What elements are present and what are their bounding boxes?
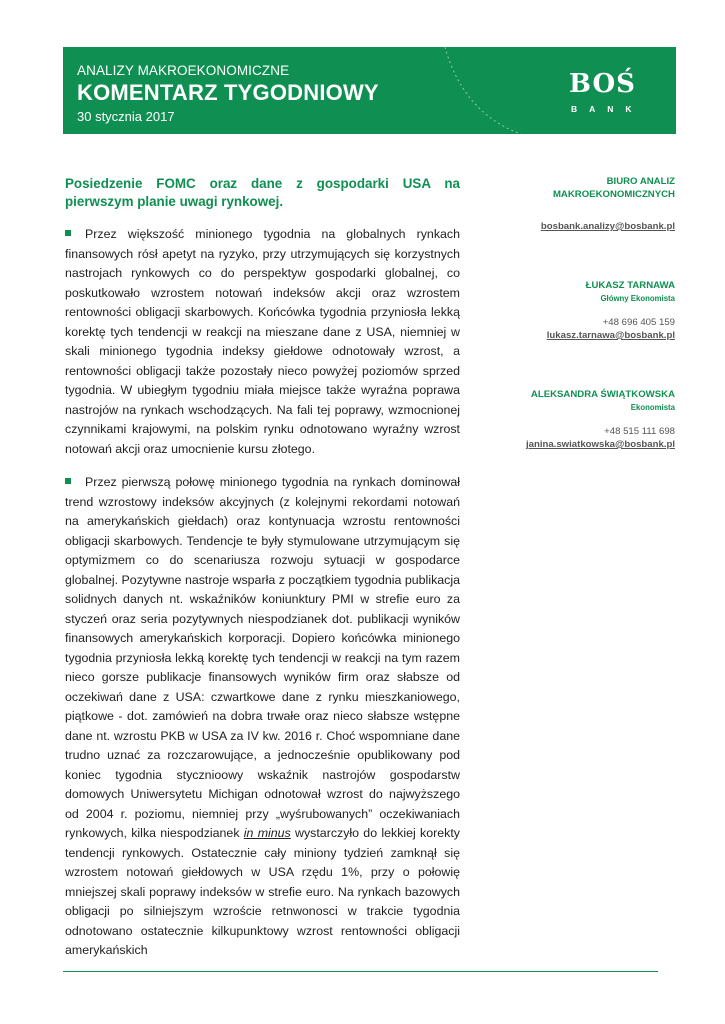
report-date: 30 stycznia 2017 [77, 109, 175, 124]
department-name-line1: BIURO ANALIZ [606, 176, 675, 187]
contact-phone: +48 696 405 159 [602, 317, 675, 328]
bullet-icon [65, 478, 71, 484]
contact-phone: +48 515 111 698 [604, 426, 675, 437]
paragraph-2-text-b: wystarczyło do lekkiej korekty tendencji rynkowych. Ostatecznie cały miniony tydzień zamknął się wzrostem notowań giełdowych w USA rzędu 1%, przy o połowię mniejszej skali poprawy indeksów w strefie euro. Na rynkach bazowych obligacji po silniejszym wzroście retnwonosci w trakcie tygodnia odnotowano ostatecznie kilkupunktowy wzrost rentowności obligacji amerykańskich [65, 826, 460, 957]
report-title: KOMENTARZ TYGODNIOWY [77, 80, 379, 105]
decorative-curve [443, 47, 523, 134]
paragraph-2-text-a: Przez pierwszą połowę minionego tygodnia na rynkach dominował trend wzrostowy indeksów akcyjnych (z kolejnymi rekordami notowań na amerykańskich giełdach) oraz kontynuacja wzrostu rentowności obligacji skarbowych. Tendencje te były stymulowane utrzymującym się optymizmem co do scenariusza rozwoju sytuacji w gospodarce globalnej. Pozytywne nastroje wsparła z początkiem tygodnia publikacja solidnych danych nt. wskaźników koniunktury PMI w strefie euro za styczeń oraz seria pozytywnych niespodzianek dot. publikacji wyników finansowych amerykańskich korporacji. Dopiero końcówka minionego tygodnia przyniosła lekką korektę tych tendencji w reakcji na tym razem nieco gorsze publikacje finansowych wyników firm oraz słabsze od oczekiwań dane z USA: czwartkowe dane z rynku mieszkaniowego, piątkowe - dot. zamówień na dobra trwałe oraz nieco słabsze wstępne dane nt. wzrostu PKB w USA za IV kw. 2016 r. Choć wspomniane dane trudno uznać za rozczarowujące, a jednocześnie opublikowany pod koniec tygodnia stycznioowy wskaźnik nastrojów gospodarstw domowych Uniwersytetu Michigan odnotował wzrost do najwyższego od 2004 r. poziomu, niemniej przy „wyśrubowanych” oczekiwaniach rynkowych, kilka niespodzianek [65, 475, 460, 840]
contact-card [480, 280, 675, 341]
paragraph-1-text: Przez większość minionego tygodnia na globalnych rynkach finansowych rósł apetyt na ryzyko, przy utrzymujących się korzystnych nastrojach rynkowych co do perspektyw gospodarki globalnej, co poskutkowało wzrostem notowań indeksów akcji oraz wzrostem rentowności obligacji skarbowych. Końcówka tygodnia przyniosła lekką korektę tych tendencji w reakcji na mieszane dane z USA, niemniej w skali minionego tygodnia indeksy giełdowe odnotowały wzrost, a rentowności obligacji także pozostały nieco powyżej poziomów sprzed tygodnia. W ubiegłym tygodniu miała miejsce także wyraźna poprawa nastrojów na rynkach wschodzących. Na fali tej poprawy, wzmocnionej czynnikami krajowymi, na polskim rynku odnotowano wyraźny wzrost notowań akcji oraz umocnienie kursu złotego. [65, 227, 460, 456]
contact-card [480, 389, 675, 450]
bullet-icon [65, 230, 71, 236]
logo-subtext: BANK [571, 104, 644, 114]
contact-email-link[interactable]: janina.swiatkowska@bosbank.pl [525, 439, 675, 450]
logo-mark: BOŚ [569, 69, 636, 99]
department-email-link[interactable]: bosbank.analizy@bosbank.pl [540, 221, 675, 232]
report-series: ANALIZY MAKROEKONOMICZNE [77, 63, 290, 78]
contact-name: ŁUKASZ TARNAWA [585, 280, 675, 291]
contact-name: ALEKSANDRA ŚWIĄTKOWSKA [530, 389, 675, 400]
bos-bank-logo [563, 69, 643, 119]
article-headline: Posiedzenie FOMC oraz dane z gospodarki USA na pierwszym planie uwagi rynkowej. [65, 176, 460, 209]
article [65, 175, 460, 975]
paragraph-2 [65, 473, 460, 961]
paragraph-1 [65, 225, 460, 459]
paragraph-2-emphasis: in minus [243, 826, 291, 840]
contact-email-link[interactable]: lukasz.tarnawa@bosbank.pl [546, 330, 675, 341]
contact-sidebar [480, 175, 675, 450]
report-header [63, 47, 676, 134]
department-name-line2: MAKROEKONOMICZNYCH [552, 189, 675, 200]
contact-role: Ekonomista [630, 403, 675, 412]
footer-divider [63, 971, 658, 972]
contact-role: Główny Ekonomista [600, 294, 675, 303]
